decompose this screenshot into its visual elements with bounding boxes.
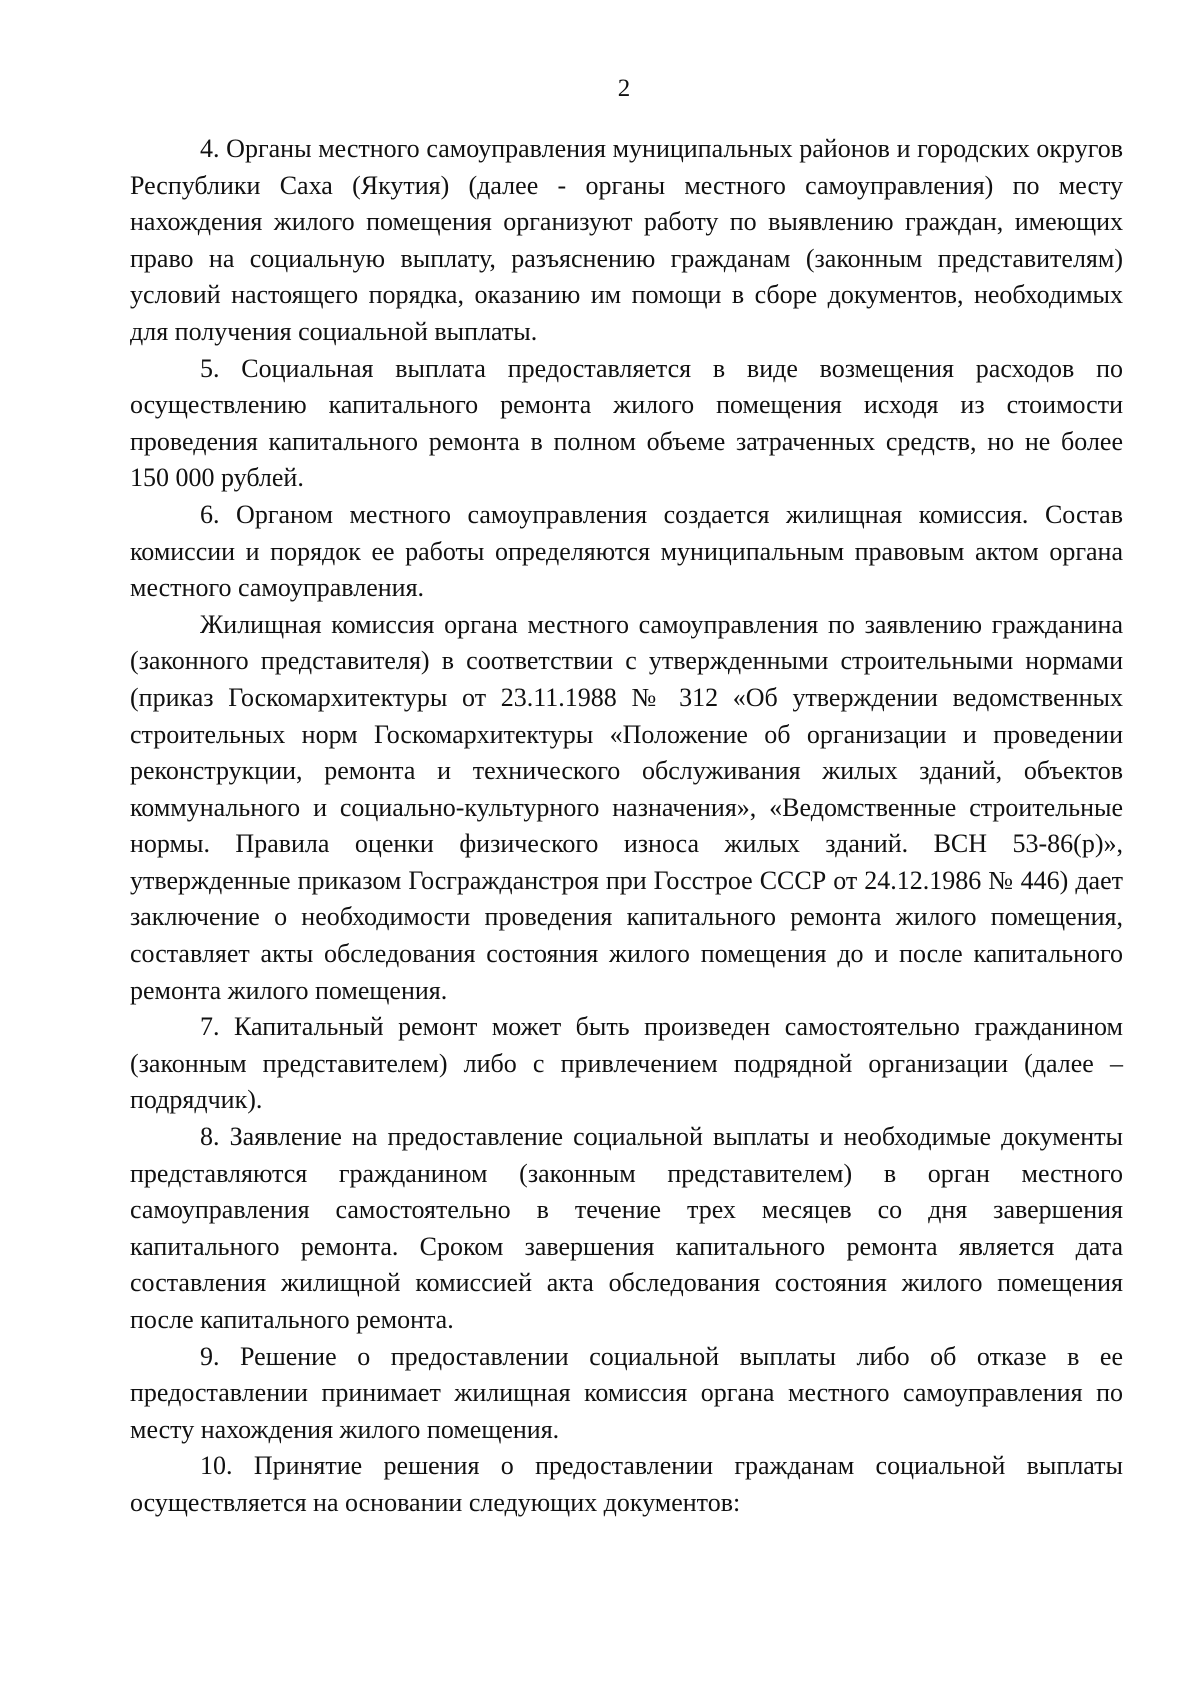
paragraph-item-6: 6. Органом местного самоуправления создается жилищная комиссия. Состав комиссии и порядок ее работы определяются муниципальным правовым актом органа местного самоуправления.: [130, 499, 1123, 603]
page-number: 2: [617, 75, 631, 102]
paragraph-item-9: 9. Решение о предоставлении социальной выплаты либо об отказе в ее предоставлении принимает жилищная комиссия органа местного самоуправления по месту нахождения жилого помещения.: [130, 1341, 1123, 1444]
paragraph-item-5: 5. Социальная выплата предоставляется в виде возмещения расходов по осуществлению капитального ремонта жилого помещения исходя из стоимости проведения капитального ремонта в полном объеме затраченных средств, но не более 150 000 рублей.: [130, 353, 1123, 493]
paragraph-item-8: 8. Заявление на предоставление социальной выплаты и необходимые документы представляются гражданином (законным представителем) в орган местного самоуправления самостоятельно в течение трех месяцев со дня завершения капитального ремонта. Сроком завершения капитального ремонта является дата составления жилищной комиссией акта обследования состояния жилого помещения после капитального ремонта.: [130, 1122, 1123, 1334]
paragraph-item-4: 4. Органы местного самоуправления муниципальных районов и городских округов Республики Саха (Якутия) (далее - органы местного самоуправления) по месту нахождения жилого помещения организуют работу по выявлению граждан, имеющих право на социальную выплату, разъяснению гражданам (законным представителям) условий настоящего порядка, оказанию им помощи в сборе документов, необходимых для получения социальной выплаты.: [130, 134, 1123, 346]
paragraph-housing-commission: Жилищная комиссия органа местного самоуправления по заявлению гражданина (законного представителя) в соответствии с утвержденными строительными нормами (приказ Госкомархитектуры от 23.11.1988 № 312 «Об утверждении ведомственных строительных норм Госкомархитектуры «Положение об организации и проведении реконструкции, ремонта и технического обслуживания жилых зданий, объектов коммунального и социально-культурного назначения», «Ведомственные строительные нормы. Правила оценки физического износа жилых зданий. ВСН 53-86(р)», утвержденные приказом Госгражданстроя при Госстрое СССР от 24.12.1986 № 446) дает заключение о необходимости проведения капитального ремонта жилого помещения, составляет акты обследования состояния жилого помещения до и после капитального ремонта жилого помещения.: [130, 609, 1123, 1005]
document-body: [130, 131, 1123, 1522]
paragraph-item-10: 10. Принятие решения о предоставлении гражданам социальной выплаты осуществляется на основании следующих документов:: [130, 1451, 1123, 1517]
paragraph-item-7: 7. Капитальный ремонт может быть произведен самостоятельно гражданином (законным представителем) либо с привлечением подрядной организации (далее – подрядчик).: [130, 1012, 1123, 1115]
